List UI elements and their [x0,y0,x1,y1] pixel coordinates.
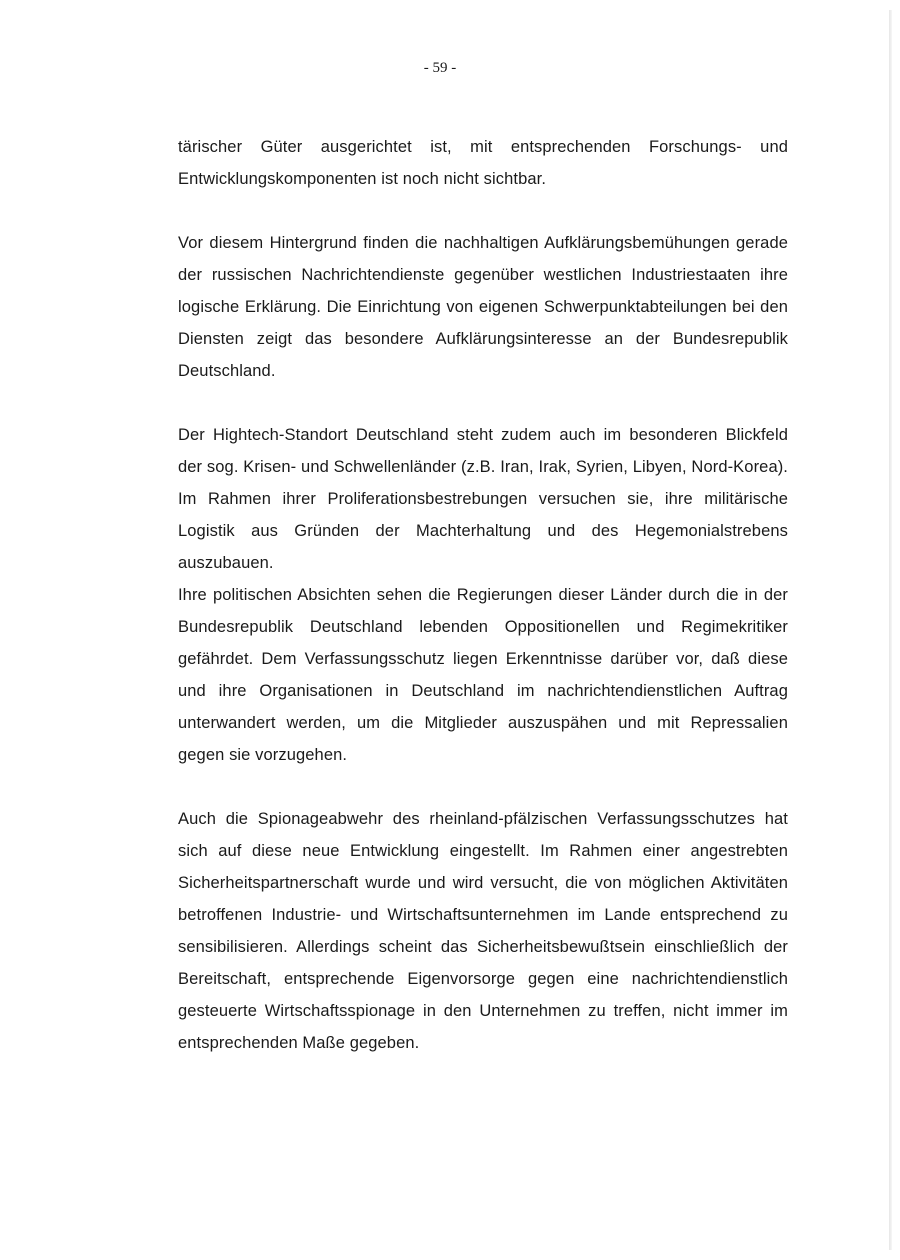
page-number: - 59 - [423,60,457,76]
page-edge-shadow [889,10,892,1250]
paragraph-hightech-location: Der Hightech-Standort Deutschland steht zudem auch im besonderen Blickfeld der sog. Krisen- und Schwellenländer (z.B. Iran, Irak, Syrien, Libyen, Nord-Korea). Im Rahmen ihrer Proliferationsbestrebungen versuchen sie, ihre militärische Logistik aus Gründen der Machterhaltung und des Hegemonialstrebens auszubauen. [178,426,788,572]
paragraph-political-intentions: Ihre politischen Absichten sehen die Regierungen dieser Länder durch die in der Bundesrepublik Deutschland lebenden Oppositionellen und Regimekritiker gefährdet. Dem Verfassungsschutz liegen Erkenntnisse darüber vor, daß diese und ihre Organisationen in Deutschland im nachrichtendienstlichen Auftrag unterwandert werden, um die Mitglieder auszuspähen und mit Repressalien gegen sie vorzugehen. [178,586,788,764]
paragraph-intelligence-efforts: Vor diesem Hintergrund finden die nachhaltigen Aufklärungsbemühungen gerade der russischen Nachrichtendienste gegenüber westlichen Industriestaaten ihre logische Erklärung. Die Einrichtung von eigenen Schwerpunktabteilungen bei den Diensten zeigt das besondere Aufklärungsinteresse an der Bundesrepublik Deutschland. [178,234,788,380]
paragraph-continuation: tärischer Güter ausgerichtet ist, mit entsprechenden Forschungs- und Entwicklungskomponenten ist noch nicht sichtbar. [178,138,788,188]
paragraph-counterespionage: Auch die Spionageabwehr des rheinland-pfälzischen Verfassungsschutzes hat sich auf diese neue Entwicklung eingestellt. Im Rahmen einer angestrebten Sicherheitspartnerschaft wurde und wird versucht, die von möglichen Aktivitäten betroffenen Industrie- und Wirtschaftsunternehmen im Lande entsprechend zu sensibilisieren. Allerdings scheint das Sicherheitsbewußtsein einschließlich der Bereitschaft, entsprechende Eigenvorsorge gegen eine nachrichtendienstlich gesteuerte Wirtschaftsspionage in den Unternehmen zu treffen, nicht immer im entsprechenden Maße gegeben. [178,810,788,1052]
document-body [178,131,788,1059]
